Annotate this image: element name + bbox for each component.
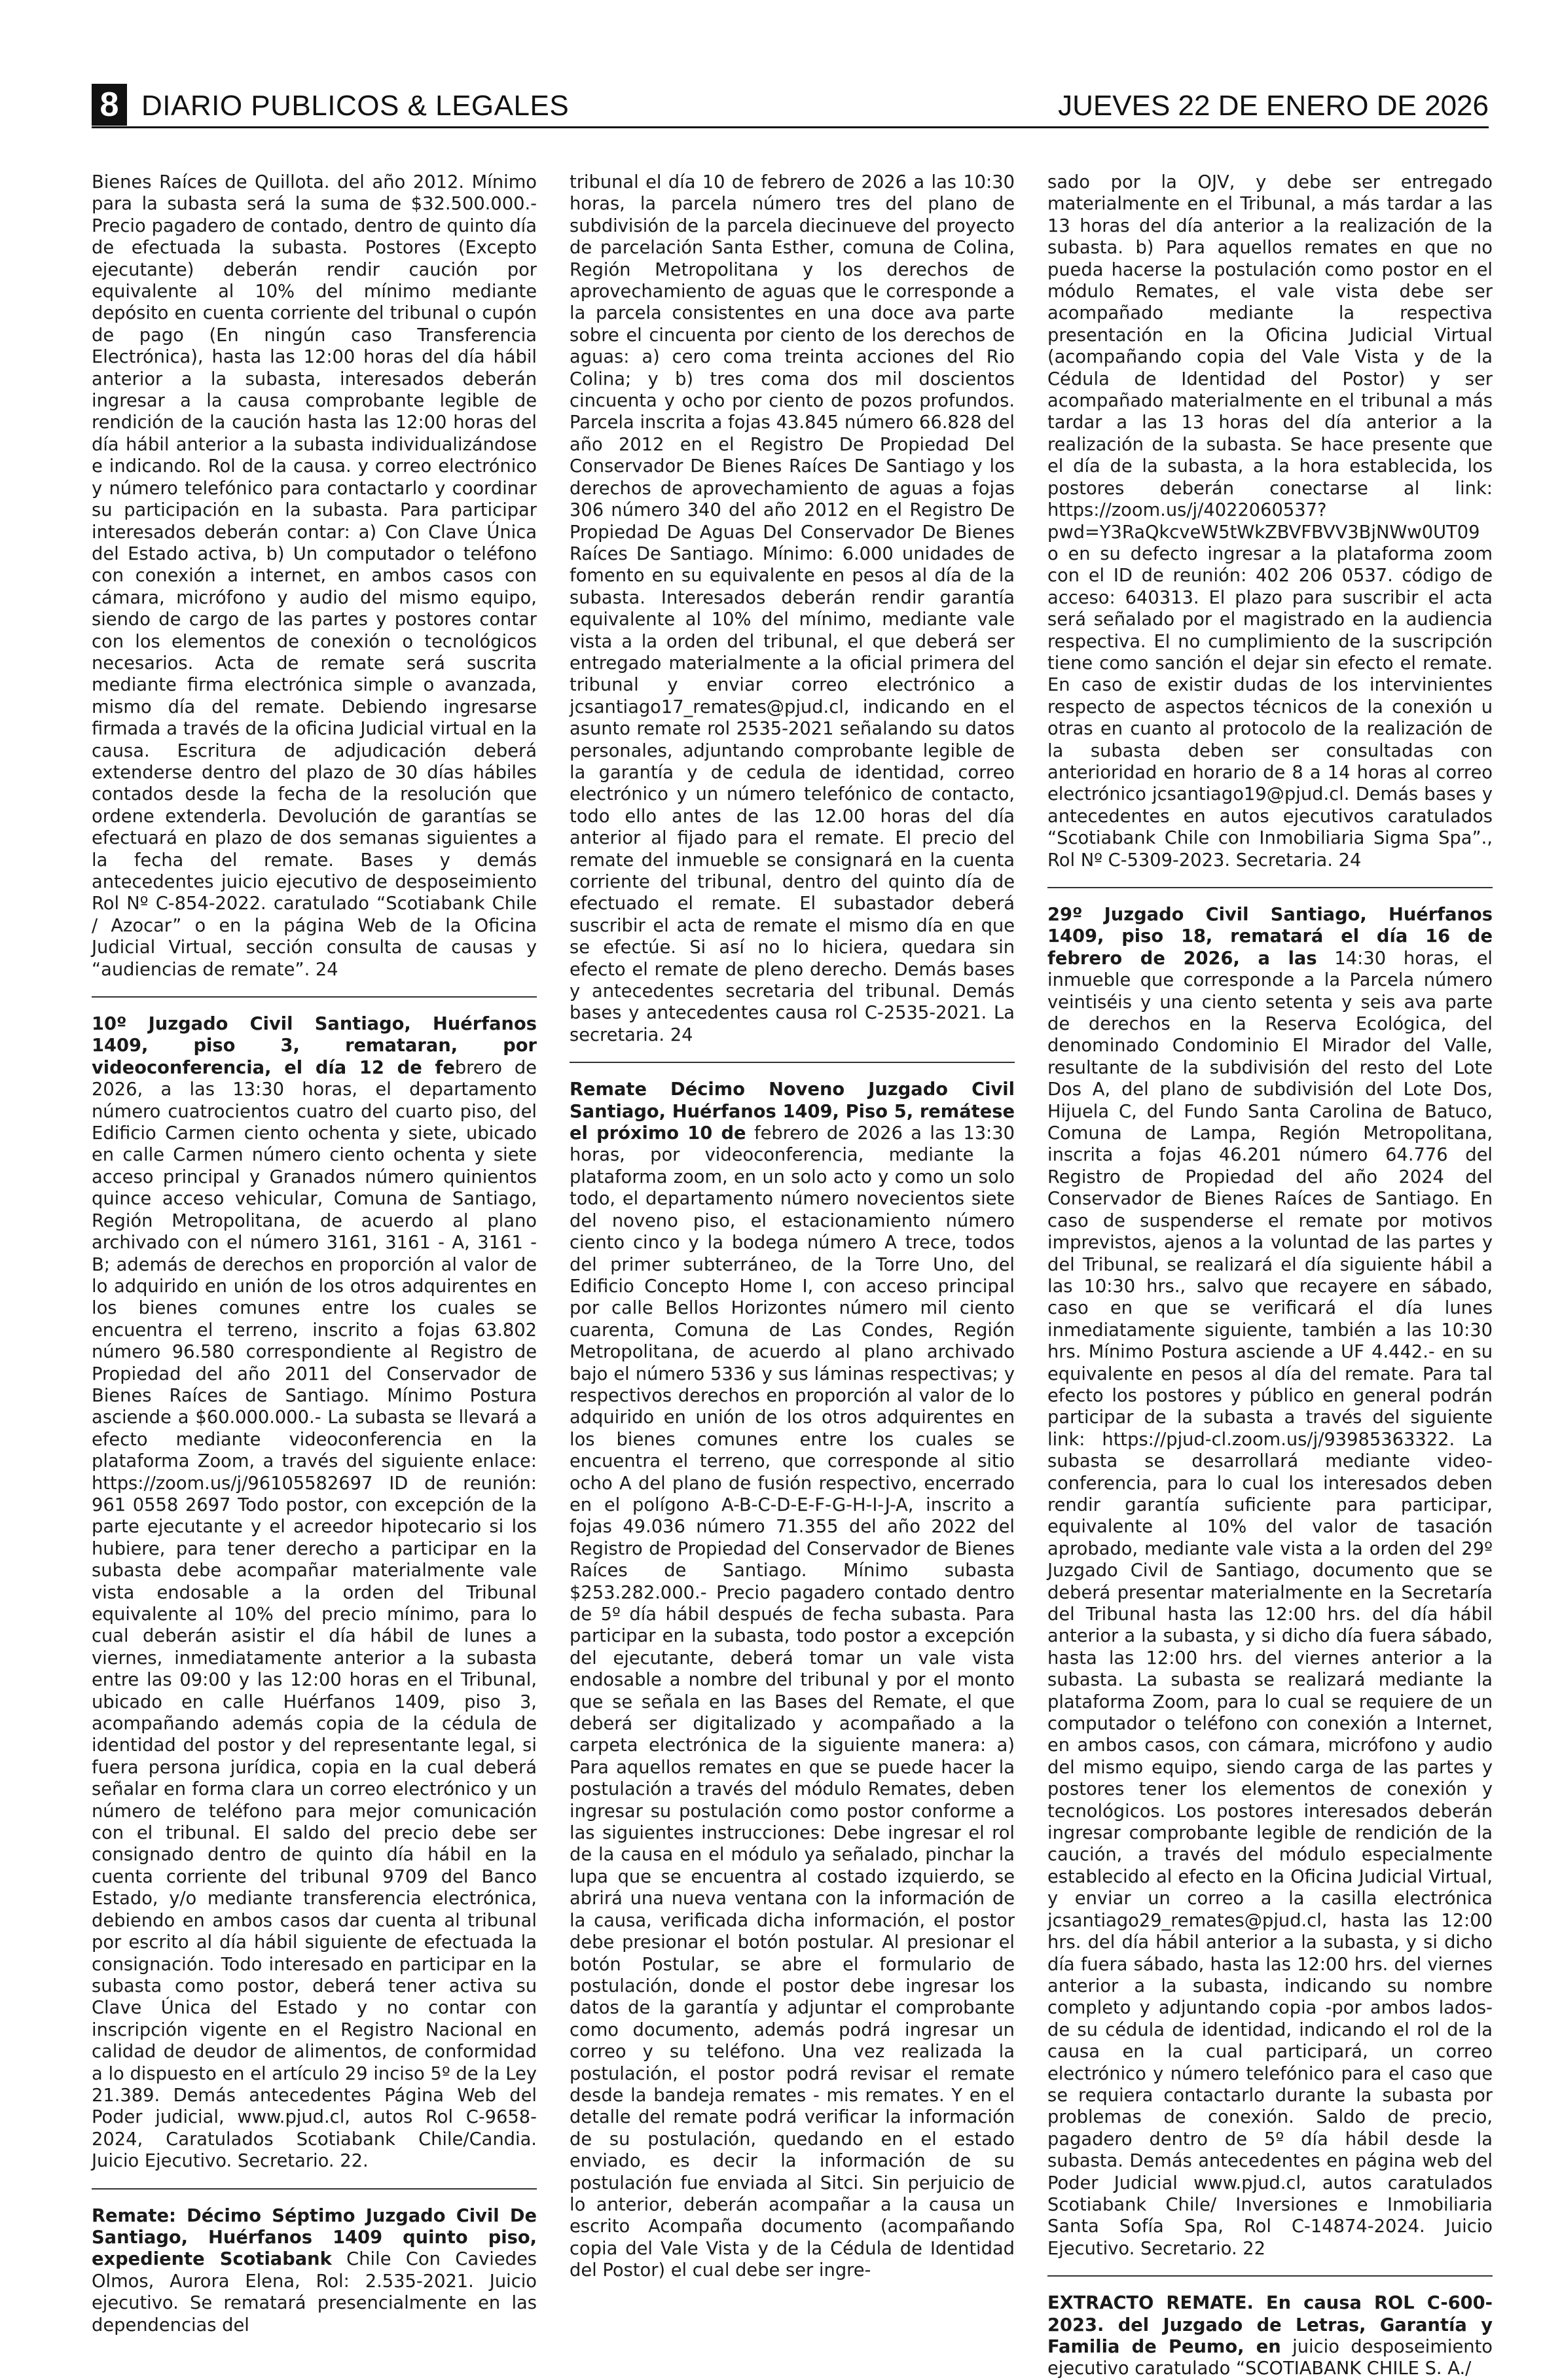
- notice-17-juzgado: [92, 2205, 537, 2336]
- publication-date: JUEVES 22 DE ENERO DE 2026: [1058, 90, 1489, 122]
- notice-text: brero de 2026, a las 13:30 horas, el departamento número cuatrocientos cuatro del cuarto piso, del Edificio Carmen ciento ochenta y siete, ubicado en calle Carmen número ciento ochenta y siete acceso principal y Granados número quinientos quince acceso vehicular, Comuna de Santiago, Región Metropolitana, de acuerdo al plano archivado con el número 3161, 3161 - A, 3161 - B; además de derechos en proporción al valor de lo adquirido en unión de los otros adquirentes en los bienes comunes entre los cuales se encuentra el terreno, inscrito a fojas 63.802 número 96.580 correspondiente al Registro de Propiedad del año 2011 del Conservador de Bienes Raíces de Santiago. Mínimo Postura asciende a $60.000.000.- La subasta se llevará a efecto mediante videoconferencia en la plataforma Zoom, a través del siguiente enlace: https://zoom.us/j/96105582697 ID de reunión: 961 0558 2697 Todo postor, con excepción de la parte ejecutante y el acreedor hipotecario si los hubiere, para tener derecho a participar en la subasta debe acompañar materialmente vale vista endosable a la orden del Tribunal equivalente al 10% del precio mínimo, para lo cual deberán asistir el día hábil de lunes a viernes, inmediatamente anterior a la subasta entre las 09:00 y las 12:00 horas en el Tribunal, ubicado en calle Huérfanos 1409, piso 3, acompañando además copia de la cédula de identidad del postor y del representante legal, si fuera persona jurídica, copia en la cual deberá señalar en forma clara un correo electrónico y un número de teléfono para mejor comunicación con el tribunal. El saldo del precio debe ser consignado dentro de quinto día hábil en la cuenta corriente del tribunal 9709 del Banco Estado, y/o mediante transferencia electrónica, debiendo en ambos casos dar cuenta al tribunal por escrito al día hábil siguiente de efectuada la consignación. Todo interesado en participar en la subasta como postor, deberá tener activa su Clave Única del Estado y no contar con inscripción vigente en el Registro Nacional en calidad de deudor de alimentos, de conformidad a lo dispuesto en el artículo 29 inciso 5º de la Ley 21.389. Demás antecedentes Página Web del Poder judicial, www.pjud.cl, autos Rol C-9658-2024, Caratulados Scotiabank Chile/Candia. Juicio Ejecutivo. Secretario. 22.: [92, 1057, 537, 2172]
- notice-heading: Remate: Décimo Séptimo Juzgado Civil De Santiago, Huérfanos 1409 quinto piso, expediente Scotiabank: [92, 2205, 537, 2270]
- column-3: [1047, 171, 1493, 2380]
- notice-text: Bienes Raíces de Quillota. del año 2012. Mínimo para la subasta será la suma de $32.500.000.- Precio pagadero de contado, dentro de quinto día de efectuada la subasta. Postores (Excepto ejecutante) deberán rendir caución por equivalente al 10% del mínimo mediante depósito en cuenta corriente del tribunal o cupón de pago (En ningún caso Transferencia Electrónica), hasta las 12:00 horas del día hábil anterior a la subasta, interesados deberán ingresar a la causa comprobante legible de rendición de la caución hasta las 12:00 horas del día hábil anterior a la subasta individualizándose e indicando. Rol de la causa. y correo electrónico y número telefónico para contactarlo y coordinar su participación en la subasta. Para participar interesados deberán contar: a) Con Clave Única del Estado activa, b) Un computador o teléfono con conexión a internet, en ambos casos con cámara, micrófono y audio del mismo equipo, siendo de cargo de las partes y postores contar con los elementos de conexión o tecnológicos necesarios. Acta de remate será suscrita mediante firma electrónica simple o avanzada, mismo día del remate. Debiendo ingresarse firmada a través de la oficina Judicial virtual en la causa. Escritura de adjudicación deberá extenderse dentro del plazo de 30 días hábiles contados desde la fecha de la resolución que ordene extenderla. Devolución de garantías se efectuará en plazo de dos semanas siguientes a la fecha del remate. Bases y demás antecedentes juicio ejecutivo de desposeimiento Rol Nº C-854-2022. caratulado “Scotiabank Chile / Azocar” o en la página Web de la Oficina Judicial Virtual, sección consulta de causas y “audiencias de remate”. 24: [92, 172, 537, 980]
- notice-19-juzgado-continued: [1047, 171, 1493, 871]
- notice-heading: Remate Décimo Noveno Juzgado Civil Santiago, Huérfanos 1409, Piso 5, remátese el próximo 10 de: [570, 1079, 1015, 1144]
- notice-29-juzgado: [1047, 904, 1493, 2260]
- notice-text: febrero de 2026 a las 13:30 horas, por videoconferencia, mediante la plataforma zoom, en un solo acto y como un solo todo, el departamento número novecientos siete del noveno piso, el estacionamiento número ciento cinco y la bodega número A trece, todos del primer subterráneo, de la Torre Uno, del Edificio Concepto Home I, con acceso principal por calle Bellos Horizontes número mil ciento cuarenta, Comuna de Las Condes, Región Metropolitana, de acuerdo al plano archivado bajo el número 5336 y sus láminas respectivas; y respectivos derechos en proporción al valor de lo adquirido en unión de los otros adquirentes en los bienes comunes entre los cuales se encuentra el terreno, que corresponde al sitio ocho A del plano de fusión respectivo, encerrado en el polígono A-B-C-D-E-F-G-H-I-J-A, inscrito a fojas 49.036 número 71.355 del año 2022 del Registro de Propiedad del Conservador de Bienes Raíces de Santiago. Mínimo subasta $253.282.000.- Precio pagadero contado dentro de 5º día hábil después de fecha subasta. Para participar en la subasta, todo postor a excepción del ejecutante, deberá tomar un vale vista endosable a nombre del tribunal y por el monto que se señala en las Bases del Remate, el que deberá ser digitalizado y acompañado a la carpeta electrónica de la siguiente manera: a) Para aquellos remates en que se puede hacer la postulación a través del módulo Remates, deben ingresar su postulación como postor conforme a las siguientes instrucciones: Debe ingresar el rol de la causa en el módulo ya señalado, pinchar la lupa que se encuentra al costado izquierdo, se abrirá una nueva ventana con la información de la causa, verificada dicha información, el postor debe presionar el botón postular. Al presionar el botón Postular, se abre el formulario de postulación, donde el postor debe ingresar los datos de la garantía y adjuntar el comprobante como documento, además podrá ingresar un correo y su teléfono. Una vez realizada la postulación, el postor podrá revisar el remate desde la bandeja remates - mis remates. Y en el detalle del remate podrá verificar la información de su postulación, quedando en el estado enviado, es decir la información de su postulación fue enviada al Sitci. Sin perjuicio de lo anterior, deberán acompañar a la causa un escrito Acompaña documento (acompañando copia del Vale Vista y de la Cédula de Identidad del Postor) el cual debe ser ingre-: [570, 1123, 1015, 2281]
- notice-separator: [1047, 887, 1493, 888]
- notice-text: sado por la OJV, y debe ser entregado materialmente en el Tribunal, a más tardar a las 13 horas del día anterior a la realización de la subasta. b) Para aquellos remates en que no pueda hacerse la postulación como postor en el módulo Remates, el vale vista debe ser acompañado mediante la respectiva presentación en la Oficina Judicial Virtual (acompañando copia del Vale Vista y de la Cédula de Identidad del Postor) y ser acompañado materialmente en el tribunal a más tardar a las 13 horas del día anterior a la realización de la subasta. Se hace presente que el día de la subasta, a la hora establecida, los postores deberán conectarse al link: https://zoom.us/j/4022060537?pwd=Y3RaQkcveW5tWkZBVFBVV3BjNWw0UT09 o en su defecto ingresar a la plataforma zoom con el ID de reunión: 402 206 0537. código de acceso: 640313. El plazo para suscribir el acta será señalado por el magistrado en la audiencia respectiva. El no cumplimiento de la suscripción tiene como sanción el dejar sin efecto el remate. En caso de existir dudas de los intervinientes respecto de aspectos técnicos de la conexión u otras en cuanto al protocolo de la realización de la subasta deben ser consultadas con anterioridad en horario de 8 a 14 horas al correo electrónico jcsantiago19@pjud.cl. Demás bases y antecedentes en autos ejecutivos caratulados “Scotiabank Chile con Inmobiliaria Sigma Spa”., Rol Nº C-5309-2023. Secretaria. 24: [1047, 172, 1493, 871]
- notice-quillota-continued: [92, 171, 537, 981]
- notice-heading: EXTRACTO REMATE. En causa ROL C-600-2023. del Juzgado de Letras, Garantía y Familia de Peumo, en: [1047, 2293, 1493, 2357]
- notice-10-juzgado: [92, 1013, 537, 2173]
- notice-separator: [92, 2188, 537, 2190]
- notice-17-juzgado-continued: [570, 171, 1015, 1046]
- publication-name: DIARIO PUBLICOS & LEGALES: [141, 90, 570, 122]
- notice-text: 14:30 horas, el inmueble que corresponde a la Parcela número veintiséis y una ciento setenta y seis ava parte de derechos en la Reserva Ecológica, del denominado Condominio El Mirador del Valle, resultante de la subdivisión del resto del Lote Dos A, del plano de subdivisión del Lote Dos, Hijuela C, del Fundo Santa Carolina de Batuco, Comuna de Lampa, Región Metropolitana, inscrita a fojas 46.201 número 64.776 del Registro de Propiedad del año 2024 del Conservador de Bienes Raíces de Santiago. En caso de suspenderse el remate por motivos imprevistos, ajenos a la voluntad de las partes y del Tribunal, se realizará el día siguiente hábil a las 10:30 hrs., salvo que recayere en sábado, caso en que se verificará el día lunes inmediatamente siguiente, también a las 10:30 hrs. Mínimo Postura asciende a UF 4.442.- en su equivalente en pesos al día del remate. Para tal efecto los postores y público en general podrán participar de la subasta a través del siguiente link: https://pjud-cl.zoom.us/j/93985363322. La subasta se desarrollará mediante video-conferencia, para lo cual los interesados deben rendir garantía suficiente para participar, equivalente al 10% del valor de tasación aprobado, mediante vale vista a la orden del 29º Juzgado Civil de Santiago, documento que se deberá presentar materialmente en la Secretaría del Tribunal hasta las 12:00 hrs. del día hábil anterior a la subasta, y si dicho día fuera sábado, hasta las 12:00 hrs. del viernes anterior a la subasta. La subasta se realizará mediante la plataforma Zoom, para lo cual se requiere de un computador o teléfono con conexión a Internet, en ambos casos, con cámara, micrófono y audio del mismo equipo, siendo carga de las partes y postores tener los elementos de conexión y tecnológicos. Los postores interesados deberán ingresar comprobante legible de rendición de la caución, a través del módulo especialmente establecido al efecto en la Oficina Judicial Virtual, y enviar un correo a la casilla electrónica jcsantiago29_remates@pjud.cl, hasta las 12:00 hrs. del día hábil anterior a la subasta, y si dicho día fuera sábado, hasta las 12:00 hrs. del viernes anterior a la subasta, indicando su nombre completo y adjuntando copia -por ambos lados- de su cédula de identidad, indicando el rol de la causa en la cual participará, un correo electrónico y número telefónico para el caso que se requiera contactarlo durante la subasta por problemas de conexión. Saldo de precio, pagadero dentro de 5º día hábil desde la subasta. Demás antecedentes en página web del Poder Judicial www.pjud.cl, autos caratulados Scotiabank Chile/ Inversiones e Inmobiliaria Santa Sofía Spa, Rol C-14874-2024. Juicio Ejecutivo. Secretario. 22: [1047, 948, 1493, 2259]
- notice-extracto-peumo: [1047, 2292, 1493, 2380]
- notice-separator: [1047, 2275, 1493, 2277]
- notice-19-juzgado: [570, 1079, 1015, 2281]
- notice-text: Chile Con Caviedes Olmos, Aurora Elena, Rol: 2.535-2021. Juicio ejecutivo. Se rematará presencialmente en las dependencias del: [92, 2249, 537, 2335]
- header-rule: [92, 126, 1489, 128]
- column-2: [570, 171, 1015, 2282]
- notice-separator: [92, 996, 537, 998]
- notice-separator: [570, 1062, 1015, 1063]
- notice-heading: 10º Juzgado Civil Santiago, Huérfanos 1409, piso 3, remataran, por videoconferencia, el día 12 de fe: [92, 1014, 537, 1078]
- page-number: 8: [92, 84, 127, 126]
- notice-heading: 29º Juzgado Civil Santiago, Huérfanos 1409, piso 18, rematará el día 16 de febrero de 2026, a las: [1047, 905, 1493, 969]
- notice-text: tribunal el día 10 de febrero de 2026 a las 10:30 horas, la parcela número tres del plano de subdivisión de la parcela diecinueve del proyecto de parcelación Santa Esther, comuna de Colina, Región Metropolitana y los derechos de aprovechamiento de aguas que le corresponde a la parcela consistentes en una doce ava parte sobre el cincuenta por ciento de los derechos de aguas: a) cero coma treinta acciones del Rio Colina; y b) tres coma dos mil doscientos cincuenta y ocho por ciento de pozos profundos. Parcela inscrita a fojas 43.845 número 66.828 del año 2012 en el Registro De Propiedad Del Conservador De Bienes Raíces De Santiago y los derechos de aprovechamiento de aguas a fojas 306 número 340 del año 2012 en el Registro De Propiedad De Aguas Del Conservador De Bienes Raíces De Santiago. Mínimo: 6.000 unidades de fomento en su equivalente en pesos al día de la subasta. Interesados deberán rendir garantía equivalente al 10% del mínimo, mediante vale vista a la orden del tribunal, el que deberá ser entregado materialmente a la oficial primera del tribunal y enviar correo electrónico a jcsantiago17_remates@pjud.cl, indicando en el asunto remate rol 2535-2021 señalando su datos personales, adjuntando comprobante legible de la garantía y de cedula de identidad, correo electrónico y un número telefónico de contacto, todo ello antes de las 12.00 horas del día anterior al fijado para el remate. El precio del remate del inmueble se consignará en la cuenta corriente del tribunal, dentro del quinto día de efectuado el remate. El subastador deberá suscribir el acta de remate el mismo día en que se efectúe. Si así no lo hiciera, quedara sin efecto el remate de pleno derecho. Demás bases y antecedentes secretaria del tribunal. Demás bases y antecedentes causa rol C-2535-2021. La secretaria. 24: [570, 172, 1015, 1045]
- notice-text: juicio desposeimiento ejecutivo caratulado “SCOTIABANK CHILE S. A./: [1047, 2337, 1493, 2379]
- page-header: [92, 84, 1489, 123]
- column-1: [92, 171, 537, 2336]
